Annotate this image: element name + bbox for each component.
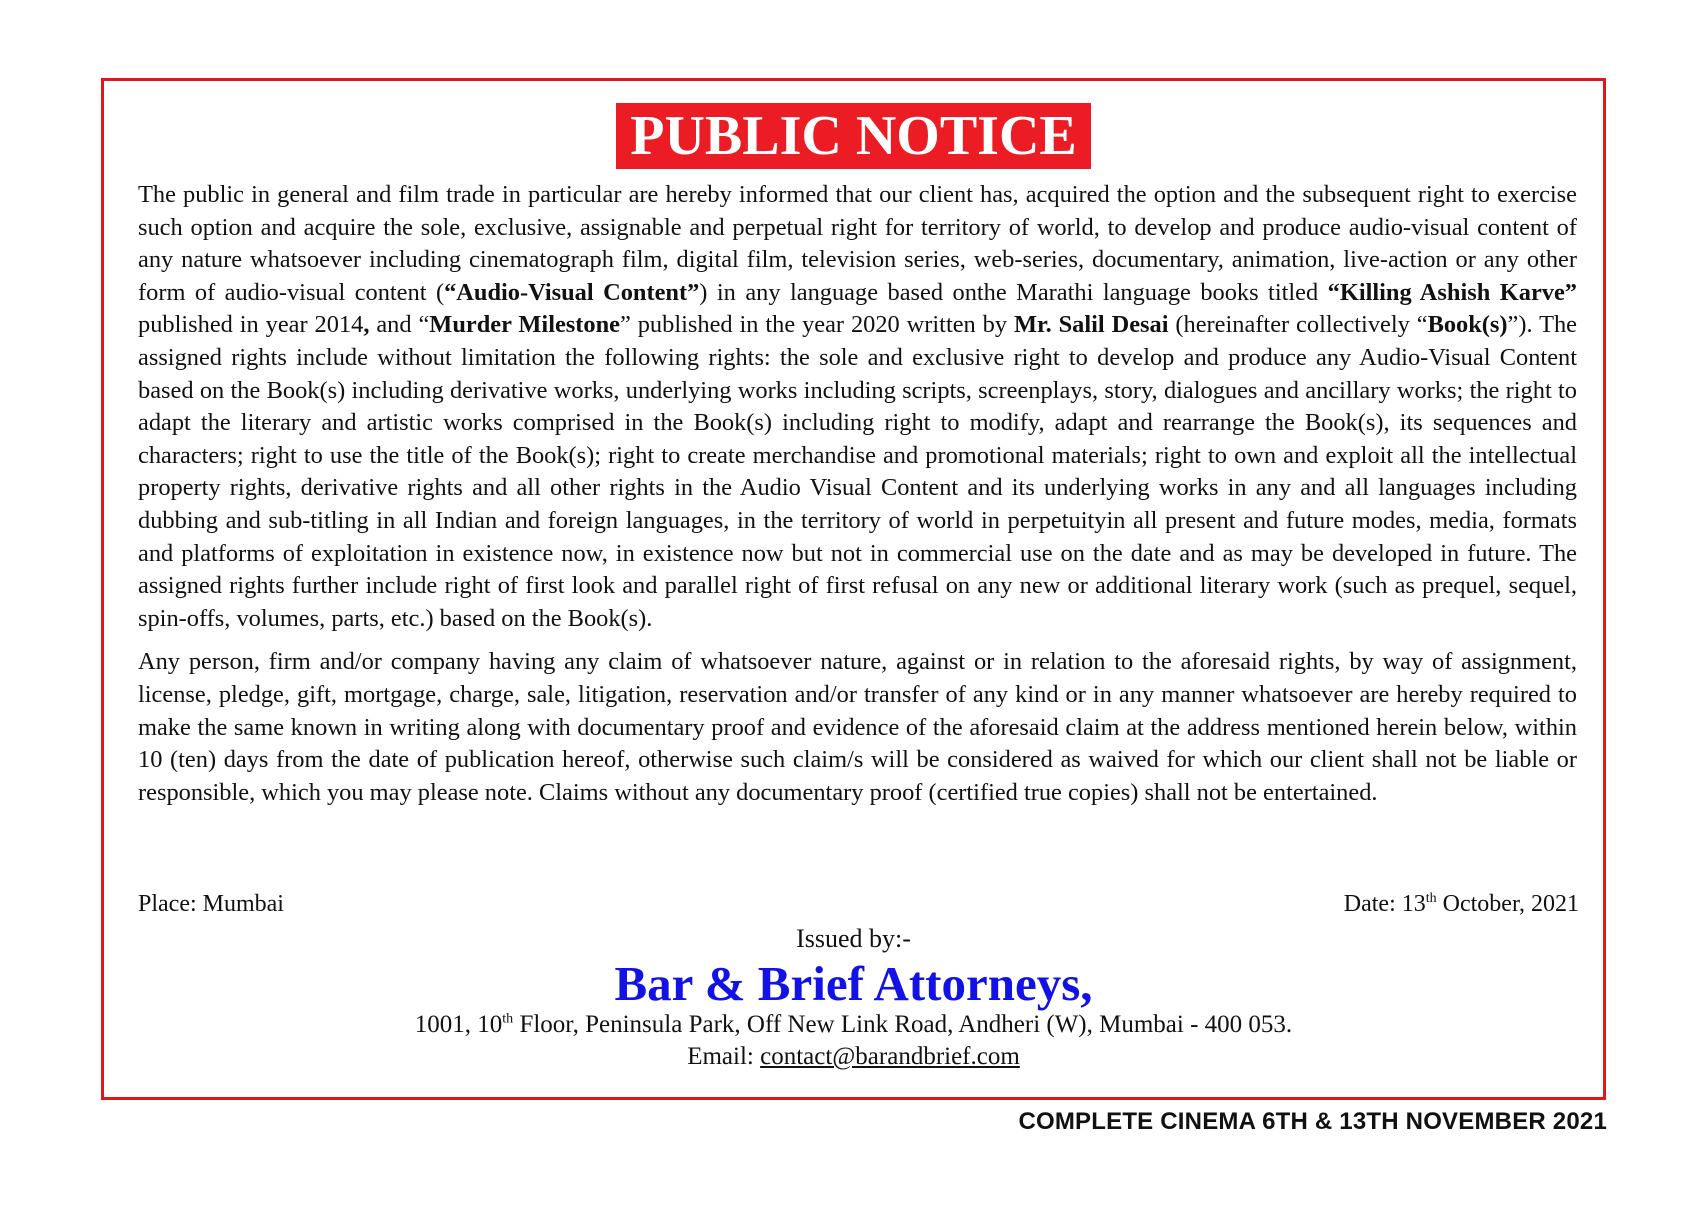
publication-footer: COMPLETE CINEMA 6TH & 13TH NOVEMBER 2021 bbox=[1018, 1108, 1607, 1135]
place: Place: Mumbai bbox=[138, 891, 284, 917]
issued-by: Issued by:- bbox=[796, 924, 911, 953]
text-run: ” published in the year 2020 written by bbox=[620, 311, 1014, 339]
address-ordinal: th bbox=[502, 1011, 514, 1027]
page-title: PUBLIC NOTICE bbox=[616, 103, 1091, 169]
text-run: (hereinafter collectively “ bbox=[1168, 311, 1428, 339]
notice-paragraph-rights bbox=[138, 179, 1577, 635]
defined-term-audio-visual: “Audio-Visual Content” bbox=[444, 278, 700, 306]
firm-address bbox=[104, 1009, 1603, 1041]
address-prefix: 1001, 10 bbox=[414, 1011, 503, 1038]
text-run: ”). The assigned rights include without limitation the following rights: the sole and exclusive right to develop and produce any Audio-Visual Content based on the Book(s) including derivative works, underlying works including scripts, screenplays, story, dialogues and ancillary works; the right to adapt the literary and artistic works comprised in the Book(s) including right to modify, adapt and rearrange the Book(s), its sequences and characters; right to use the title of the Book(s); right to create merchandise and promotional materials; right to own and exploit all the intellectual property rights, derivative rights and all other rights in the Audio Visual Content and its underlying works in any and all languages including dubbing and sub-titling in all Indian and foreign languages, in the territory of world in perpetuityin all present and future modes, media, formats and platforms of exploitation in existence now, in existence now but not in commercial use on the date and as may be developed in future. The assigned rights further include right of first look and parallel right of first refusal on any new or additional literary work (such as prequel, sequel, spin-offs, volumes, parts, etc.) based on the Book(s). bbox=[138, 311, 1577, 632]
date-suffix: October, 2021 bbox=[1436, 891, 1579, 917]
date bbox=[1344, 889, 1579, 919]
author-name: Mr. Salil Desai bbox=[1013, 311, 1169, 339]
email-link[interactable]: contact@barandbrief.com bbox=[760, 1043, 1020, 1070]
notice-body bbox=[138, 179, 1577, 809]
email-line bbox=[104, 1041, 1603, 1073]
text-run-bold: , bbox=[363, 311, 370, 339]
defined-term-books: Book(s) bbox=[1427, 311, 1508, 339]
text-run: published in year 2014 bbox=[138, 311, 364, 339]
title-wrap bbox=[104, 103, 1603, 169]
address-suffix: Floor, Peninsula Park, Off New Link Road, Andheri (W), Mumbai - 400 053. bbox=[513, 1011, 1293, 1038]
book-title-2: Murder Milestone bbox=[429, 311, 620, 339]
date-prefix: Date: 13 bbox=[1343, 891, 1426, 917]
notice-frame bbox=[101, 78, 1606, 1100]
text-run: The public in general and film trade in particular are hereby informed that our client has, acquired the option and the subsequent right to exercise such option and acquire the sole, exclusive, assignable and perpetual right for territory of world, to develop and produce audio-visual content of any nature whatsoever including cinematograph film, digital film, television series, web-series, documentary, animation, live-action or any other form of audio-visual content ( bbox=[138, 181, 1577, 306]
book-title-1: “Killing Ashish Karve” bbox=[1327, 278, 1577, 306]
text-run: ) in any language based onthe Marathi language books titled bbox=[699, 278, 1328, 306]
firm-name: Bar & Brief Attorneys, bbox=[614, 956, 1093, 1011]
notice-paragraph-claims: Any person, firm and/or company having any claim of whatsoever nature, against or in relation to the aforesaid rights, by way of assignment, license, pledge, gift, mortgage, charge, sale, litigation, reservation and/or transfer of any kind or in any manner whatsoever are hereby required to make the same known in writing along with documentary proof and evidence of the aforesaid claim at the address mentioned herein below, within 10 (ten) days from the date of publication hereof, otherwise such claim/s will be considered as waived for which our client shall not be liable or responsible, which you may please note. Claims without any documentary proof (certified true copies) shall not be entertained. bbox=[138, 648, 1577, 806]
date-ordinal: th bbox=[1425, 891, 1437, 906]
text-run: and “ bbox=[369, 311, 430, 339]
email-label: Email: bbox=[687, 1043, 761, 1070]
